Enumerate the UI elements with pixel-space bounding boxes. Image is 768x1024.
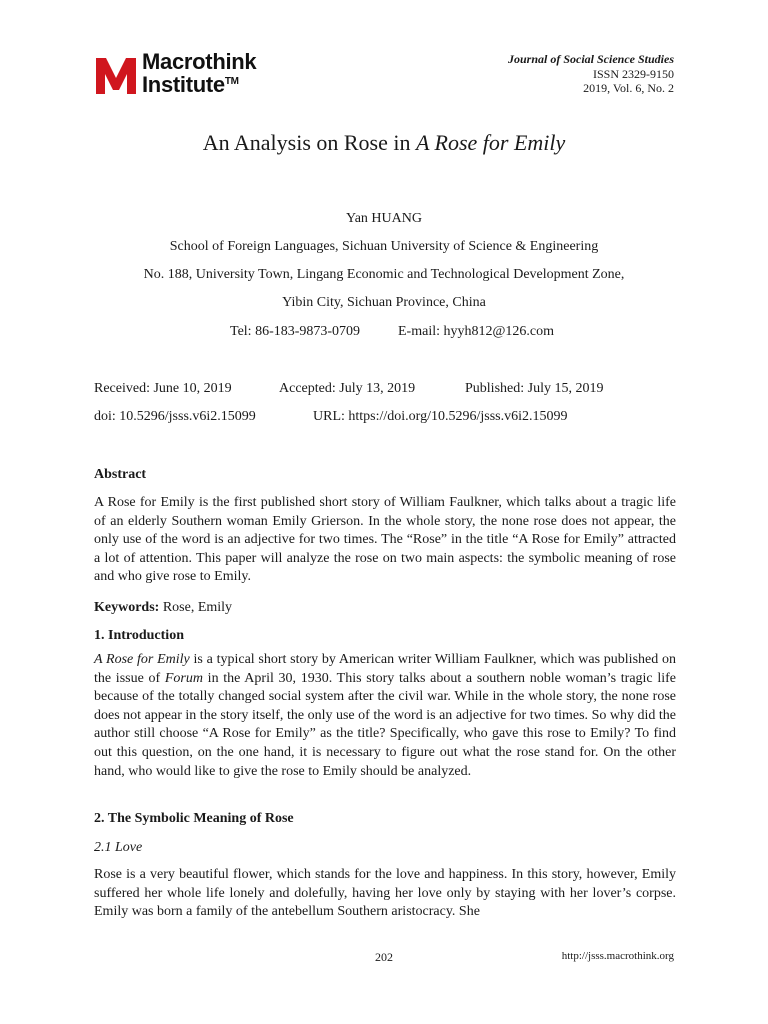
paper-title bbox=[0, 130, 768, 156]
journal-name: Journal of Social Science Studies bbox=[507, 52, 674, 66]
abstract-heading: Abstract bbox=[94, 467, 147, 482]
author-name: Yan HUANG bbox=[346, 211, 422, 226]
doi-url[interactable]: URL: https://doi.org/10.5296/jsss.v6i2.15099 bbox=[313, 409, 568, 424]
logo-wordmark bbox=[142, 49, 257, 97]
footer-url[interactable]: http://jsss.macrothink.org bbox=[561, 950, 674, 962]
abstract-text: A Rose for Emily is the first published short story of William Faulkner, which talks about a tragic life of an elderly Southern woman Emily Grierson. In the whole story, the none rose does not appear, the only use of the word is an adjective for two times. The “Rose” in the title “A Rose for Emily” attracted a lot of attention. This paper will analyze the rose on two main aspects: the symbolic meaning of rose and who give rose to Emily. bbox=[94, 495, 676, 585]
published-date: Published: July 15, 2019 bbox=[465, 381, 604, 396]
received-date: Received: June 10, 2019 bbox=[94, 381, 232, 396]
section-2-heading: 2. The Symbolic Meaning of Rose bbox=[94, 811, 294, 826]
logo-line-2: Institute bbox=[142, 72, 225, 97]
section-2-text: Rose is a very beautiful flower, which stands for the love and happiness. In this story, however, Emily suffered her whole life lonely and dolefully, having her love only by staying with her lover’s corpse. Emily was born a family of the antebellum Southern aristocracy. She bbox=[94, 867, 676, 920]
macrothink-m-icon bbox=[94, 52, 138, 96]
title-prefix: An Analysis on Rose in bbox=[202, 130, 416, 155]
keywords-label: Keywords: bbox=[94, 600, 160, 615]
keywords-value: Rose, Emily bbox=[159, 600, 233, 615]
doi-text: doi: 10.5296/jsss.v6i2.15099 bbox=[94, 409, 256, 424]
intro-part-1: is a typical short story by American writer William Faulkner, which was published on the issue of bbox=[94, 652, 676, 686]
journal-issn: ISSN 2329-9150 bbox=[592, 66, 674, 81]
author-affiliation: School of Foreign Languages, Sichuan University of Science & Engineering bbox=[169, 239, 599, 254]
keywords-line bbox=[94, 600, 232, 616]
author-address-1: No. 188, University Town, Lingang Economic and Technological Development Zone, bbox=[143, 267, 625, 282]
section-2-1-heading: 2.1 Love bbox=[94, 840, 143, 855]
author-tel: Tel: 86-183-9873-0709 bbox=[230, 324, 361, 339]
journal-volume: 2019, Vol. 6, No. 2 bbox=[583, 81, 674, 95]
logo-trademark: TM bbox=[224, 76, 239, 87]
intro-text bbox=[94, 651, 676, 781]
journal-info bbox=[508, 52, 674, 96]
accepted-date: Accepted: July 13, 2019 bbox=[279, 381, 416, 396]
publisher-logo bbox=[94, 49, 294, 97]
intro-heading: 1. Introduction bbox=[94, 628, 184, 643]
page-number: 202 bbox=[375, 950, 393, 964]
intro-italic-forum: Forum bbox=[164, 670, 203, 686]
author-address-2: Yibin City, Sichuan Province, China bbox=[282, 295, 486, 310]
intro-part-2: in the April 30, 1930. This story talks about a southern noble woman’s tragic life because of the totally changed social system after the civil war. While in the whole story, the none rose does not appear in the story itself, the only use of the word is an adjective for two times. So why did the author still choose “A Rose for Emily” as the title? Specifically, who gave this rose to Emily? To find out this question, on the one hand, it is necessary to figure out what the rose stand for. On the other hand, who would like to give the rose to Emily should be analyzed. bbox=[94, 670, 677, 779]
intro-italic-title: A Rose for Emily bbox=[94, 652, 190, 667]
logo-line-1: Macrothink bbox=[142, 49, 257, 74]
title-italic: A Rose for Emily bbox=[416, 130, 566, 155]
author-email[interactable]: E-mail: hyyh812@126.com bbox=[398, 324, 554, 339]
